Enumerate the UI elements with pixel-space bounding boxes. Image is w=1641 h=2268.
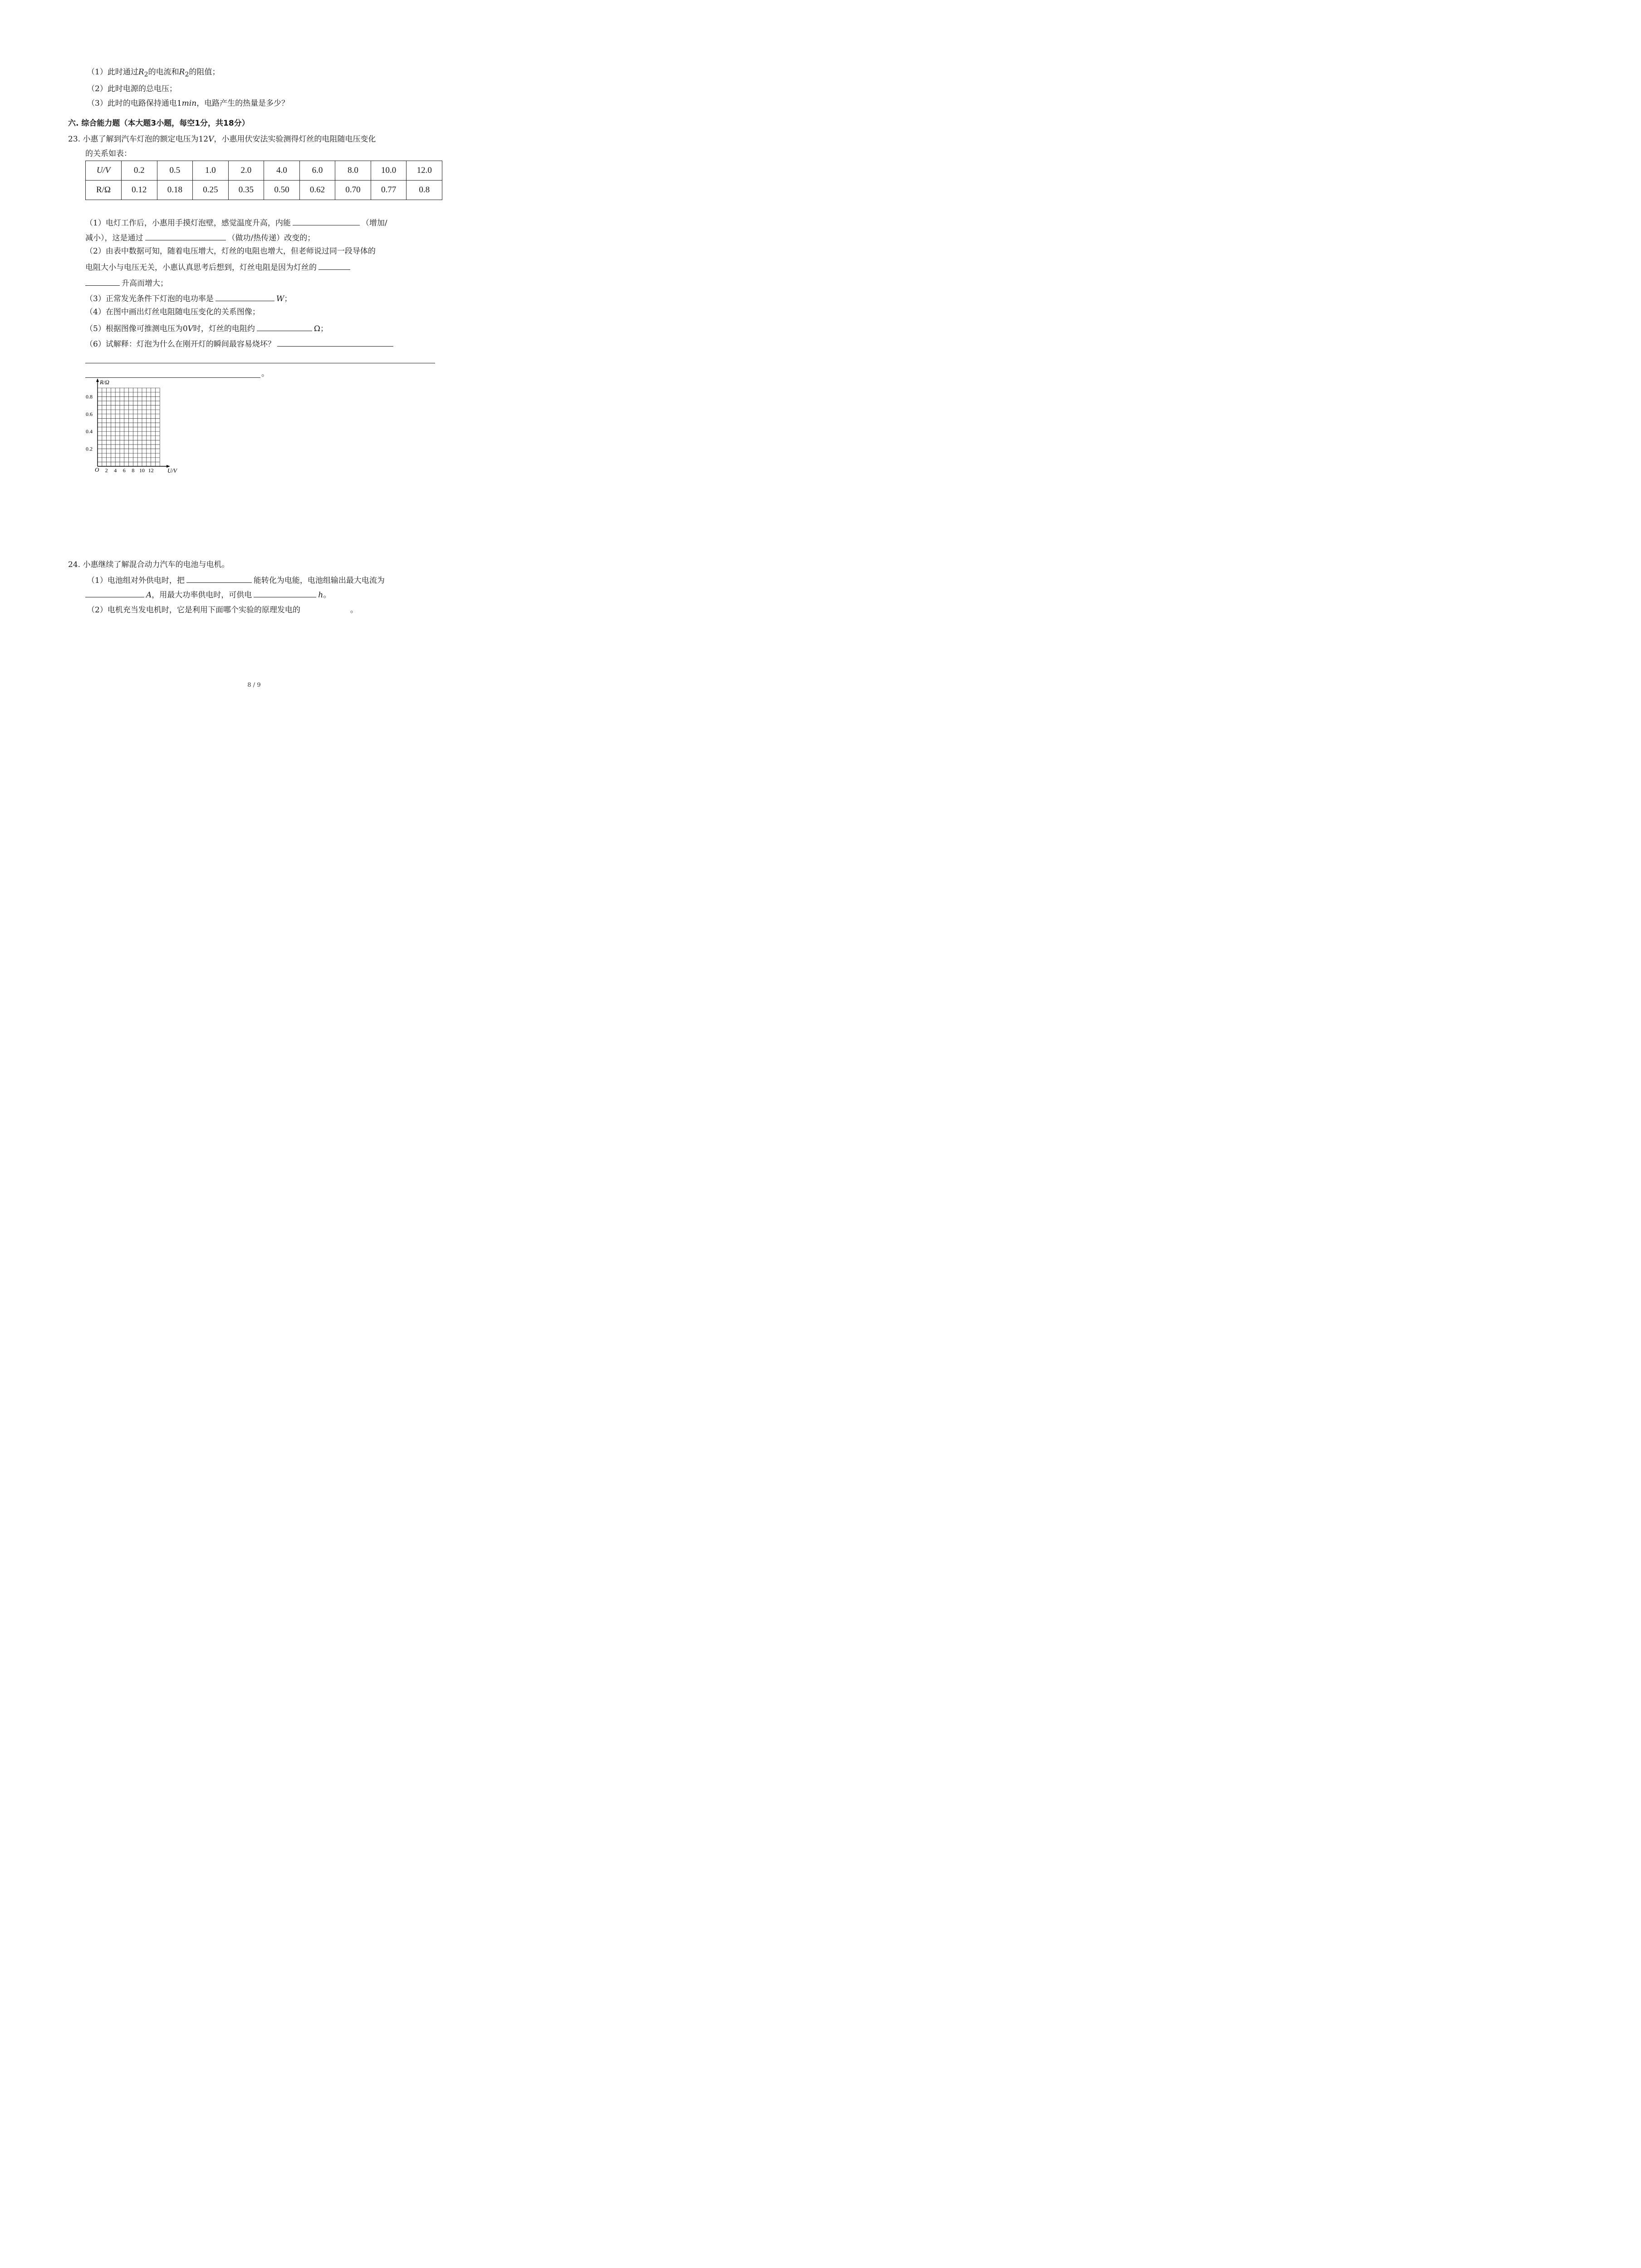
table-cell: 0.70 [335, 181, 371, 200]
row-header: R/Ω [86, 181, 122, 200]
section-heading: 六. 综合能力题（本大题3小题，每空1分，共18分） [68, 119, 250, 128]
table-cell: 0.12 [122, 181, 157, 200]
origin-label: O [95, 466, 99, 473]
y-tick-label: 0.6 [86, 411, 93, 417]
table-cell: 0.35 [228, 181, 264, 200]
x-axis-label: U/V [167, 467, 177, 474]
row-header: U/V [86, 161, 122, 181]
q23-part4: （4）在图中画出灯丝电阻随电压变化的关系图像； [85, 308, 260, 317]
answer-blank[interactable] [257, 323, 312, 331]
q24-part2: （2）电机充当发电机时，它是利用下面哪个实验的原理发电的 。 [87, 606, 358, 615]
x-tick-label: 8 [132, 467, 135, 474]
answer-blank[interactable] [85, 277, 120, 286]
voltage-resistance-table [85, 161, 442, 200]
q23-part6: （6）试解释：灯泡为什么在刚开灯的瞬间最容易烧坏？ [85, 338, 395, 350]
graph-grid [98, 388, 160, 466]
y-tick-label: 0.8 [86, 393, 93, 400]
table-cell: 4.0 [264, 161, 300, 181]
table-cell: 10.0 [371, 161, 407, 181]
table-cell: 6.0 [299, 161, 335, 181]
r2-symbol: R [138, 68, 144, 77]
table-cell: 0.18 [157, 181, 193, 200]
x-tick-label: 10 [139, 467, 145, 474]
q23-stem: 23. 小惠了解到汽车灯泡的额定电压为12V，小惠用伏安法实验测得灯丝的电阻随电压变化 [68, 135, 376, 144]
q23-part2-cont: 电阻大小与电压无关，小惠认真思考后想到，灯丝电阻是因为灯丝的 [85, 261, 352, 273]
x-tick-label: 4 [114, 467, 117, 474]
y-tick-label: 0.4 [86, 428, 93, 435]
table-cell: 1.0 [193, 161, 229, 181]
q24-part1-cont: A，用最大功率供电时，可供电 h。 [85, 589, 331, 601]
table-cell: 2.0 [228, 161, 264, 181]
x-tick-label: 2 [105, 467, 108, 474]
table-cell: 0.2 [122, 161, 157, 181]
q22-part2: （2）此时电源的总电压； [87, 84, 177, 93]
page-number: 8 / 9 [247, 682, 261, 689]
table-cell: 0.50 [264, 181, 300, 200]
answer-blank[interactable] [293, 217, 360, 225]
x-tick-label: 12 [148, 467, 154, 474]
y-tick-labels [86, 393, 93, 452]
q23-part1-cont: 减小），这是通过 （做功/热传递）改变的； [85, 232, 315, 244]
answer-blank[interactable] [145, 232, 226, 240]
q23-part5: （5）根据图像可推测电压为0V时，灯丝的电阻约 Ω； [85, 323, 328, 334]
table-row [86, 181, 442, 200]
answer-blank[interactable] [254, 589, 316, 597]
q23-part2-end: 升高而增大； [85, 277, 168, 289]
table-cell: 0.25 [193, 181, 229, 200]
answer-blank[interactable] [318, 261, 350, 270]
y-axis-arrow-icon [96, 378, 99, 382]
q23-part2: （2）由表中数据可知，随着电压增大，灯丝的电阻也增大，但老师说过同一段导体的 [85, 247, 376, 256]
answer-blank[interactable] [216, 293, 274, 301]
period: 。 [261, 369, 269, 378]
question-number: 24. [68, 560, 81, 569]
table-cell: 0.62 [299, 181, 335, 200]
y-tick-label: 0.2 [86, 445, 93, 452]
table-cell: 0.77 [371, 181, 407, 200]
q23-stem-cont: 的关系如表： [85, 149, 132, 158]
table-cell: 0.8 [407, 181, 442, 200]
q22-part3: （3）此时的电路保持通电1min，电路产生的热量是多少？ [87, 99, 289, 108]
x-tick-label: 6 [122, 467, 126, 474]
answer-blank[interactable] [85, 589, 144, 597]
table-cell: 8.0 [335, 161, 371, 181]
answer-blank[interactable] [186, 574, 252, 583]
table-row [86, 161, 442, 181]
x-tick-labels [105, 467, 154, 474]
q24-stem: 24. 小惠继续了解混合动力汽车的电池与电机。 [68, 560, 230, 569]
question-number: 23. [68, 135, 81, 144]
q24-part1: （1）电池组对外供电时，把 能转化为电能，电池组输出最大电流为 [87, 574, 385, 586]
y-axis-label: R/Ω [100, 379, 109, 386]
table-cell: 12.0 [407, 161, 442, 181]
q23-part1: （1）电灯工作后，小惠用手摸灯泡壁，感觉温度升高，内能 （增加/ [85, 217, 387, 229]
table-cell: 0.5 [157, 161, 193, 181]
q22-part1: （1）此时通过$R_2$的电流和$R_2$的阻值； [87, 68, 220, 78]
q23-part3: （3）正常发光条件下灯泡的电功率是 W； [85, 293, 292, 304]
answer-blank[interactable] [277, 338, 393, 347]
resistance-voltage-grid[interactable] [84, 377, 188, 477]
